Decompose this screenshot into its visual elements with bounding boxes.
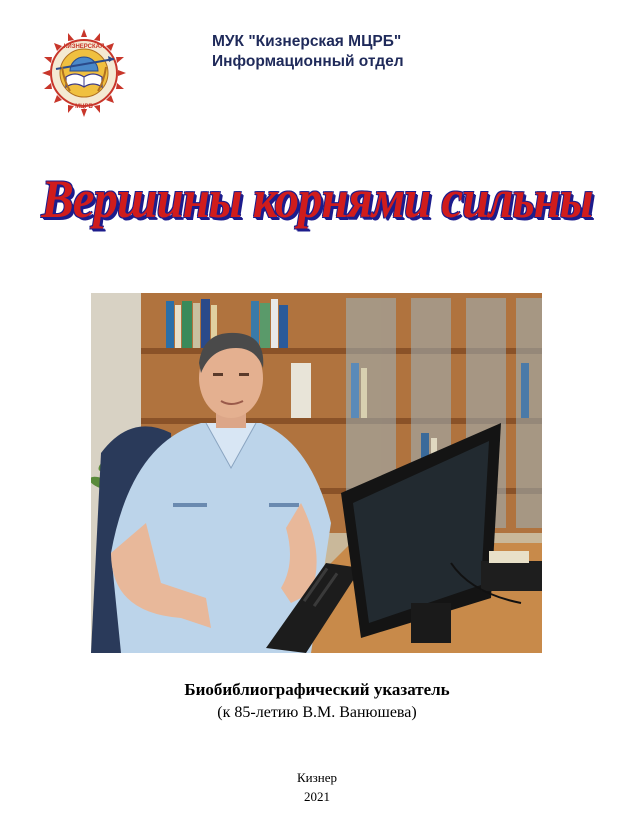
document-dedication: (к 85-летию В.М. Ванюшева) bbox=[217, 704, 417, 721]
org-line-2: Информационный отдел bbox=[212, 53, 404, 70]
publication-city: Кизнер bbox=[297, 770, 337, 785]
publication-year: 2021 bbox=[304, 789, 330, 804]
library-logo bbox=[42, 28, 126, 118]
logo-text-bottom: МЦРБ bbox=[75, 104, 93, 110]
portrait-photo bbox=[91, 293, 542, 653]
organization-header bbox=[212, 32, 404, 72]
org-line-1: МУК "Кизнерская МЦРБ" bbox=[212, 33, 402, 50]
page-title: Вершины корнями сильны bbox=[41, 169, 593, 229]
document-subtitle: Биобиблиографический указатель bbox=[184, 680, 450, 699]
logo-text-top: КИЗНЕРСКАЯ bbox=[63, 44, 105, 50]
